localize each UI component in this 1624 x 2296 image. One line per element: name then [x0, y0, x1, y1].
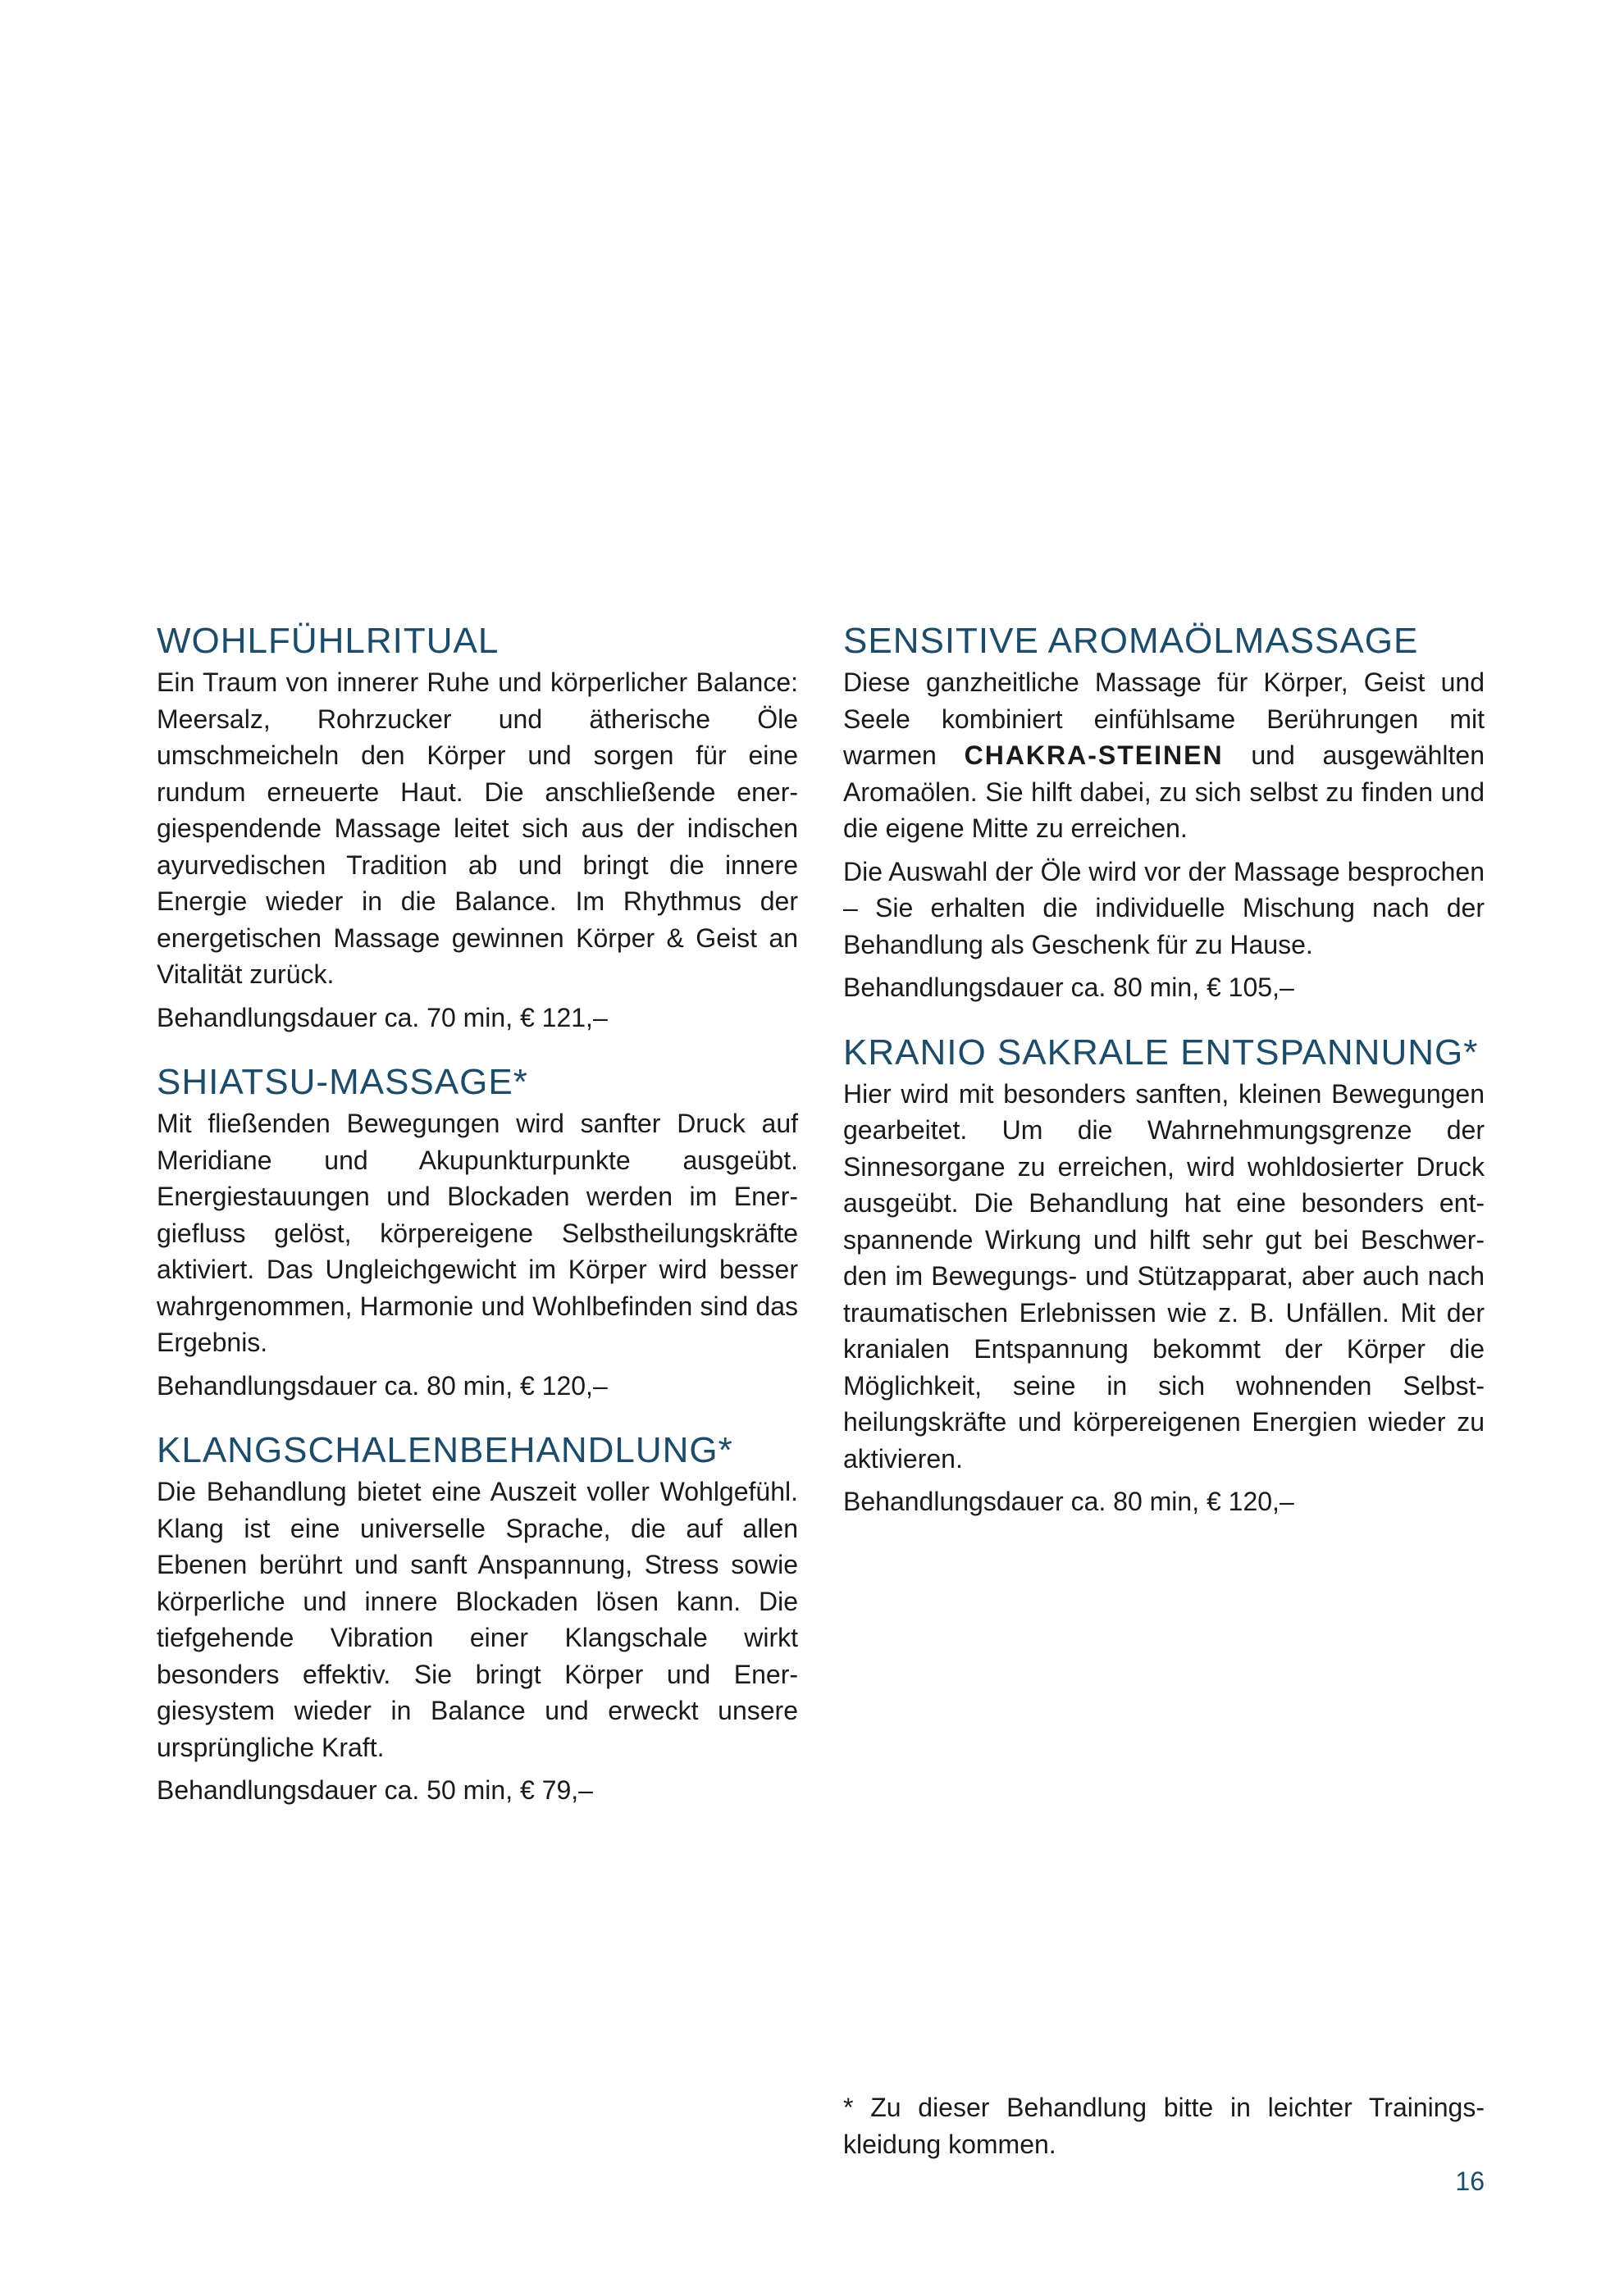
section-title: SENSITIVE AROMAÖLMASSAGE	[843, 621, 1419, 661]
description-text-start: Diese ganzheitliche Massage für Körper, Geist und Seele kombiniert einfühlsame Berührungen mit warmen	[843, 667, 1485, 770]
section-shiatsu-massage	[157, 1061, 798, 1404]
treatment-duration-price: Behandlungsdauer ca. 80 min, € 120,–	[843, 1487, 1294, 1516]
section-title: KLANGSCHALENBEHANDLUNG*	[157, 1430, 733, 1470]
treatment-duration-price: Behandlungsdauer ca. 80 min, € 120,–	[157, 1370, 608, 1401]
section-title: WOHLFÜHLRITUAL	[157, 621, 500, 661]
description-text-end: und ausgewählten Aromaölen. Sie hilft dabei, zu sich selbst zu finden und die eigene Mitte zu erreichen.	[843, 740, 1485, 843]
section-description: Die Behandlung bietet eine Auszeit voller Wohlgefühl. Klang ist eine universelle Sprache, die auf allen Ebenen berührt und sanft Anspannung, Stress sowie körperliche und innere Blockaden lösen kann. Die tiefgehende Vibration einer Klangschale wirkt besonders effektiv. Sie bringt Körper und Energiesystem wieder in Balance und erweckt unsere ursprüngliche Kraft.	[157, 1477, 798, 1762]
treatment-duration-price: Behandlungsdauer ca. 50 min, € 79,–	[157, 1775, 593, 1805]
section-klangschalenbehandlung	[157, 1429, 798, 1809]
section-wohlfuehlritual	[157, 620, 798, 1036]
section-kranio-sakrale-entspannung	[843, 1032, 1485, 1520]
treatment-duration-price: Behandlungsdauer ca. 80 min, € 105,–	[843, 973, 1294, 1002]
left-column	[157, 620, 798, 1834]
section-title: SHIATSU-MASSAGE*	[157, 1062, 528, 1102]
section-title: KRANIO SAKRALE ENTSPANNUNG*	[843, 1032, 1479, 1073]
section-description: Mit fließenden Bewegungen wird sanfter Druck auf Meridiane und Akupunkturpunkte ausgeübt. Energiestauungen und Blockaden werden im Energiefluss gelöst, körpereigene Selbstheilungskräfte aktiviert. Das Ungleichgewicht im Körper wird besser wahrgenommen, Harmonie und Wohlbefinden sind das Ergebnis.	[157, 1109, 798, 1357]
section-sensitive-aromaoelmassage	[843, 620, 1485, 1006]
chakra-steine-emphasis: CHAKRA-STEINEN	[964, 740, 1224, 770]
section-description: Ein Traum von innerer Ruhe und körperlicher Balance: Meersalz, Rohrzucker und ätherische Öle umschmeicheln den Körper und sorgen für eine rundum erneuerte Haut. Die anschließende energiespendende Massage leitet sich aus der indischen ayurvedischen Tradition ab und bringt die innere Energie wieder in die Balance. Im Rhythmus der energetischen Massage gewinnen Körper & Geist an Vitalität zurück.	[157, 667, 798, 989]
section-description: Hier wird mit besonders sanften, kleinen Bewegungen gearbeitet. Um die Wahrnehmungsgrenze der Sinnesorgane zu erreichen, wird wohldosierter Druck ausgeübt. Die Behandlung hat eine besonders entspannende Wirkung und hilft sehr gut bei Beschwerden im Bewegungs- und Stützapparat, aber auch nach traumatischen Erlebnissen wie z. B. Unfällen. Mit der kranialen Entspannung bekommt der Körper die Möglichkeit, seine in sich wohnenden Selbstheilungskräfte und körpereigenen Energien wieder zu aktivieren.	[843, 1078, 1485, 1474]
page-number: 16	[1455, 2166, 1485, 2196]
treatment-duration-price: Behandlungsdauer ca. 70 min, € 121,–	[157, 1002, 608, 1032]
section-description-second: Die Auswahl der Öle wird vor der Massage besprochen – Sie erhalten die individuelle Mischung nach der Behandlung als Geschenk für zu Hause.	[843, 856, 1485, 959]
right-column	[843, 620, 1485, 1546]
footnote: * Zu dieser Behandlung bitte in leichter Trainingskleidung kommen.	[843, 2093, 1485, 2159]
section-description	[843, 664, 1485, 847]
